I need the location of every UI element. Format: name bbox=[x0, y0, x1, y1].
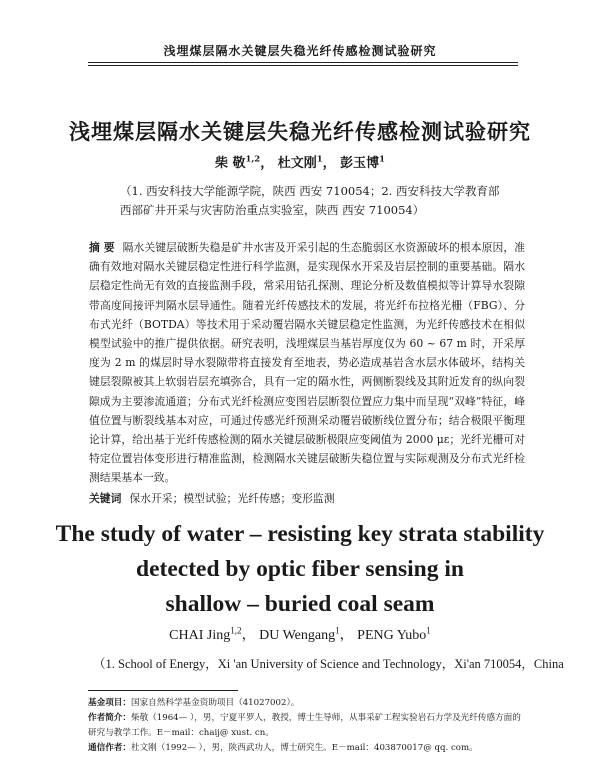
footnotes bbox=[88, 696, 528, 756]
running-header: 浅埋煤层隔水关键层失稳光纤传感检测试验研究 bbox=[163, 44, 437, 58]
footnote-label: 基金项目： bbox=[88, 698, 131, 708]
author-affil-mark: 1 bbox=[426, 625, 431, 636]
author-affil-mark: 1,2 bbox=[245, 153, 261, 164]
english-title-line: detected by optic fiber sensing in bbox=[136, 556, 464, 582]
footnote-author-bio bbox=[88, 711, 528, 741]
footnote-text: 国家自然科学基金资助项目（41027002）。 bbox=[130, 698, 300, 708]
keywords-label: 关键词 bbox=[89, 492, 122, 505]
footnote-funding bbox=[88, 696, 528, 711]
author-affil-mark: 1,2 bbox=[230, 625, 242, 636]
header-rule bbox=[88, 62, 518, 63]
footnote-corresponding bbox=[88, 741, 528, 756]
chinese-authors: 柴 敬$^{1,2}$， 杜文刚$^1$， 彭玉博$^1$ bbox=[214, 153, 386, 171]
chinese-title: 浅埋煤层隔水关键层失稳光纤传感检测试验研究 bbox=[69, 119, 531, 144]
english-affiliation: （1. School of Energy，Xi 'an University of Science and Technology，Xi'an 710054，China bbox=[93, 657, 564, 671]
chinese-affiliation: （1. 西安科技大学能源学院，陕西 西安 710054；2. 西安科技大学教育部西部矿井开采与灾害防治重点实验室，陕西 西安 710054） bbox=[120, 184, 500, 217]
keywords-text: 保水开采；模型试验；光纤传感；变形监测 bbox=[129, 492, 335, 505]
footnote-text: 杜文刚（1992— ），男，陕西武功人，博士研究生。E－mail：403870017@ qq. com。 bbox=[130, 743, 478, 753]
author-name: CHAI Jing bbox=[169, 628, 231, 643]
english-title bbox=[0, 517, 600, 622]
english-title-line: The study of water – resisting key strata stability bbox=[55, 521, 545, 547]
english-title-line: shallow – buried coal seam bbox=[165, 591, 435, 617]
header-rule-thin bbox=[88, 65, 518, 66]
author-name: 柴 敬 bbox=[214, 156, 246, 171]
chinese-abstract bbox=[89, 238, 525, 488]
abstract-text: 隔水关键层破断失稳是矿井水害及开采引起的生态脆弱区水资源破坏的根本原因，准确有效地对隔水关键层稳定性进行科学监测，是实现保水开采及岩层控制的重要基础。隔水层稳定性尚无有效的直接监测手段，常采用钻孔探测、理论分析及数值模拟等计算导水裂隙带高度间接评判隔水层导通性。随着光纤传感技术的发展，将光纤布拉格光栅（FBG）、分布式光纤（BOTDA）等技术用于采动覆岩隔水关键层稳定性监测，为光纤传感技术在相似模型试验中的推广提供依据。研究表明，浅埋煤层当基岩厚度仅为 60 ~ 67 m 时，开采厚度为 2 m 的煤层时导水裂隙带将直接发育至地表，势必造成基岩含水层水体破坏，结构关键层裂隙被其上软弱岩层充填弥合，具有一定的隔水性，两侧断裂线及其附近发育的纵向裂隙成为主要渗流通道；分布式光纤检测应变图岩层断裂位置应力集中而呈现“双峰”特征，峰值位置与断裂线基本对应，可通过传感光纤预测采动覆岩破断线位置分布；结合极限平衡理论计算，给出基于光纤传感检测的隔水关键层破断极限应变阈值为 2000 με；光纤光栅可对特定位置岩体变形进行精准监测，检测隔水关键层破断失稳位置与实际观测及分布式光纤检测结果基本一致。 bbox=[89, 241, 526, 485]
english-authors: CHAI Jing$^{1,2}$， DU Wengang$^1$， PENG Yubo$^1$ bbox=[169, 625, 431, 643]
author-name: DU Wengang bbox=[259, 628, 336, 643]
author-affil-mark: 1 bbox=[316, 153, 323, 164]
abstract-label: 摘 要 bbox=[89, 241, 115, 254]
footnote-rule bbox=[88, 690, 238, 691]
footnote-label: 通信作者： bbox=[88, 743, 131, 753]
footnote-label: 作者简介： bbox=[88, 713, 131, 723]
author-affil-mark: 1 bbox=[335, 625, 340, 636]
footnote-text: 柴敬（1964— ），男，宁夏平罗人，教授，博士生导师，从事采矿工程实验岩石力学及光纤传感方面的研究与教学工作。E－mail：chaij@ xust. cn。 bbox=[88, 713, 521, 738]
author-name: 彭玉博 bbox=[340, 156, 380, 171]
chinese-keywords bbox=[89, 491, 525, 506]
author-name: 杜文刚 bbox=[277, 156, 317, 171]
author-name: PENG Yubo bbox=[357, 628, 427, 643]
author-affil-mark: 1 bbox=[379, 153, 386, 164]
